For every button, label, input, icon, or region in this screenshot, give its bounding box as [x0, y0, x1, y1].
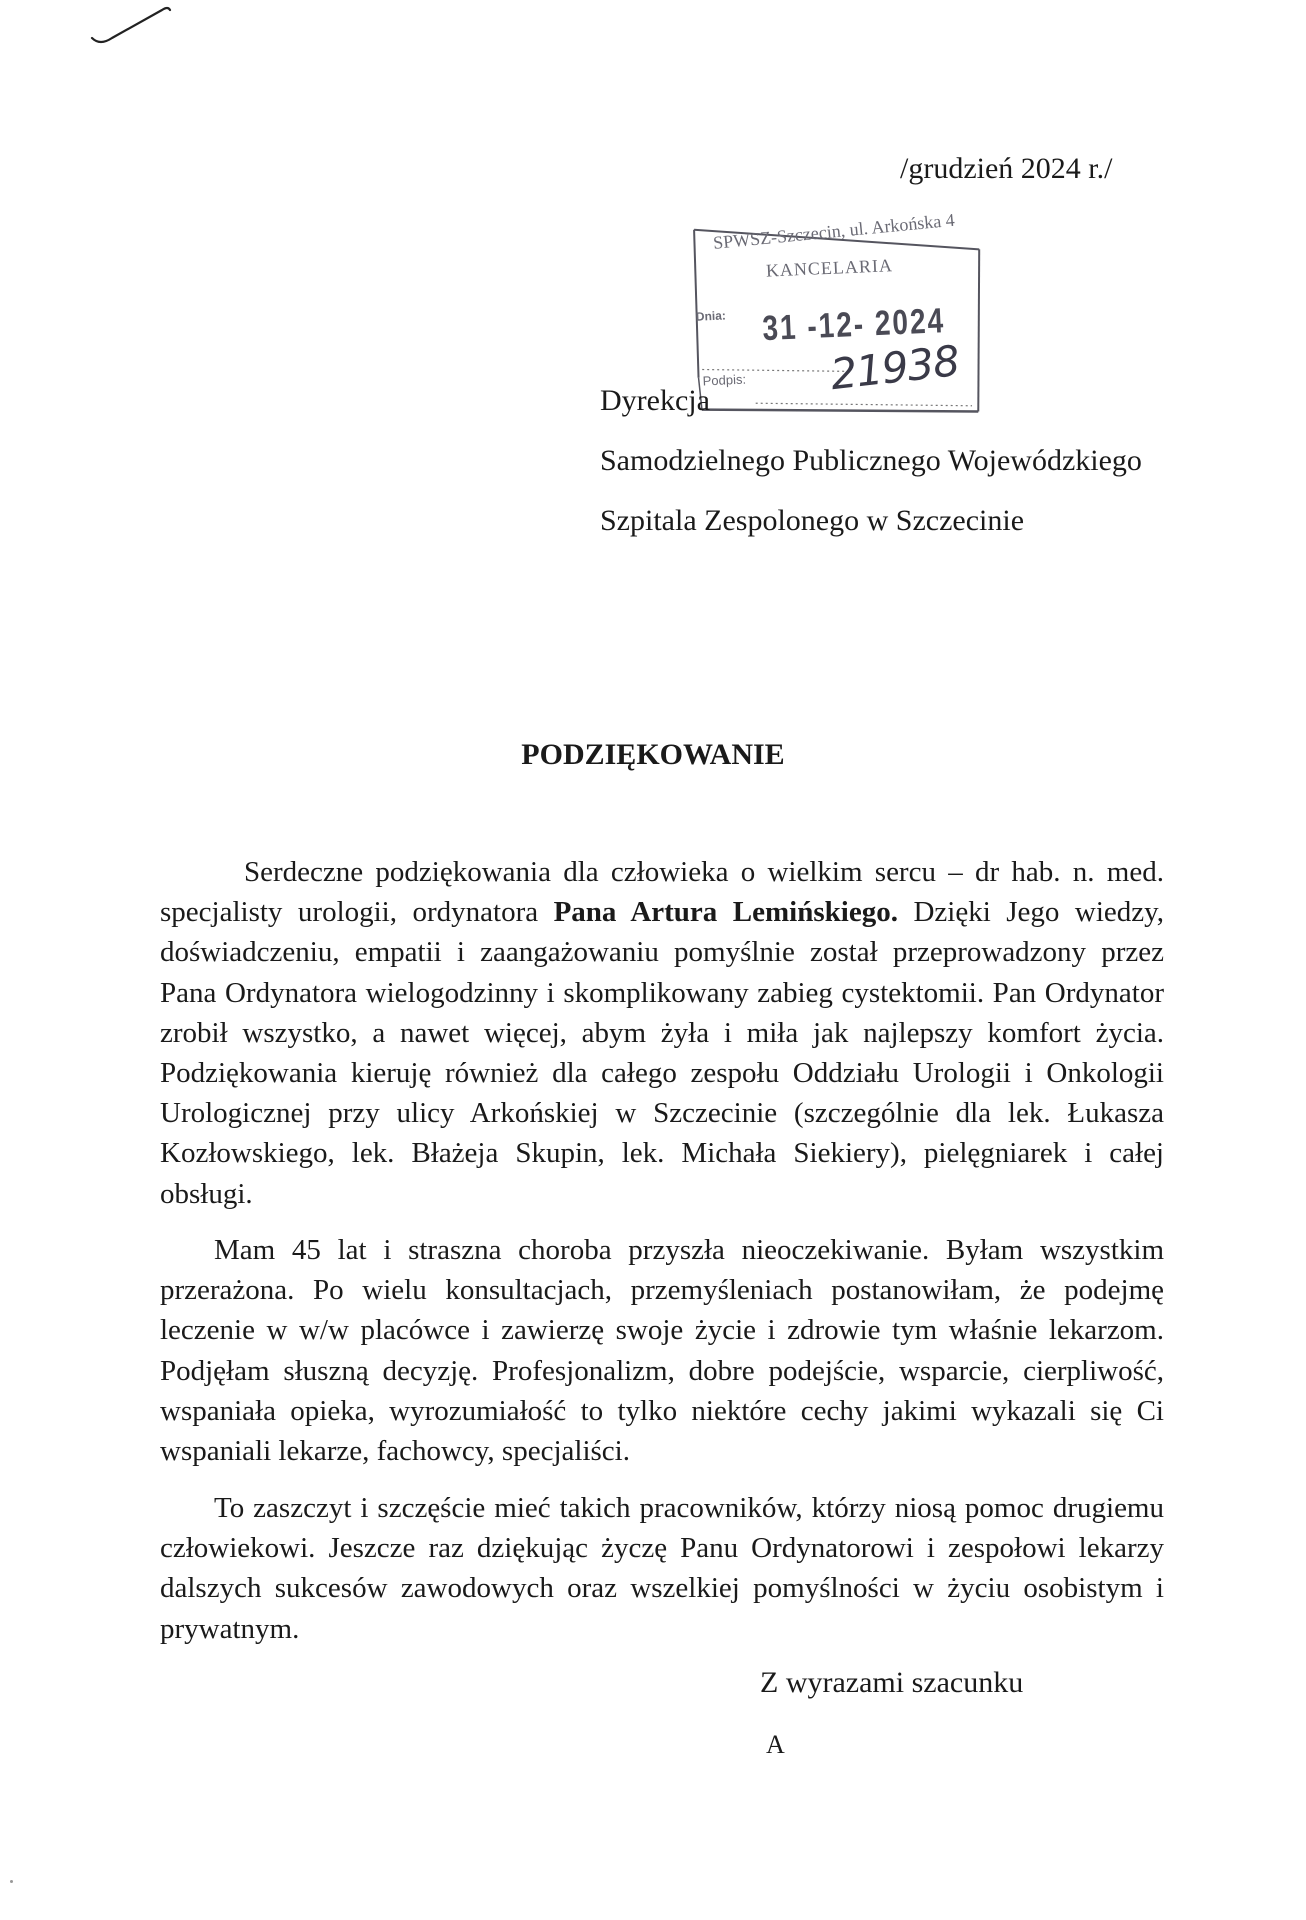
letter-date: /grudzień 2024 r./ [900, 152, 1113, 185]
closing-phrase: Z wyrazami szacunku [760, 1666, 1024, 1699]
paragraph-1-bold-name: Pana Artura Lemińskiego. [553, 896, 898, 929]
addressee-line-3: Szpitala Zespolonego w Szczecinie [600, 504, 1025, 537]
signature: A [766, 1730, 785, 1759]
paragraph-1 [160, 852, 1164, 1214]
addressee-line-1: Dyrekcja [600, 384, 710, 417]
stamp-office: KANCELARIA [765, 255, 894, 281]
addressee-line-2: Samodzielnego Publicznego Wojewódzkiego [600, 444, 1142, 477]
paragraph-1-text-a: Serdeczne podziękowania dla człowieka o wielkim sercu – dr hab. n. med. specjalisty urologii, ordynatora [160, 856, 1164, 929]
stamp-date: 31 -12- 2024 [761, 300, 946, 348]
letter-title: PODZIĘKOWANIE [521, 738, 785, 771]
paragraph-2: Mam 45 lat i straszna choroba przyszła nieoczekiwanie. Byłam wszystkim przerażona. Po wielu konsultacjach, przemyśleniach postanowiłam, że podejmę leczenie w w/w placówce i zawierzę swoje życie i zdrowie tym właśnie lekarzom. Podjęłam słuszną decyzję. Profesjonalizm, dobre podejście, wsparcie, cierpliwość, wspaniała opieka, wyrozumiałość to tylko niektóre cechy jakimi wykazali się Ci wspaniali lekarze, fachowcy, specjaliści. [160, 1234, 1164, 1468]
stamp-registry-number: 21938 [827, 335, 962, 400]
paragraph-3: To zaszczyt i szczęście mieć takich pracowników, którzy niosą pomoc drugiemu człowiekowi. Jeszcze raz dziękując życzę Panu Ordynatorowi i zespołowi lekarzy dalszych sukcesów zawodowych oraz wszelkiej pomyślności w życiu osobistym i prywatnym. [160, 1492, 1164, 1645]
paragraph-1-text-b: Dzięki Jego wiedzy, doświadczeniu, empatii i zaangażowaniu pomyślnie został przeprowadzony przez Pana Ordynatora wielogodzinny i skomplikowany zabieg cystektomii. Pan Ordynator zrobił wszystko, a nawet więcej, abym żyła i miła jak najlepszy komfort życia. Podziękowania kieruję również dla całego zespołu Oddziału Urologii i Onkologii Urologicznej przy ulicy Arkońskiej w Szczecinie (szczególnie dla lek. Łukasza Kozłowskiego, lek. Błażeja Skupin, lek. Michała Siekiery), pielęgniarek i całej obsługi. [160, 896, 1164, 1210]
stamp-address: SPWSZ-Szczecin, ul. Arkońska 4 [712, 209, 956, 253]
scan-speck [10, 1880, 13, 1883]
pen-check-mark [88, 2, 178, 52]
stamp-date-label: Dnia: [695, 308, 727, 324]
stamp-signature-label: Podpis: [702, 371, 747, 389]
registry-stamp [688, 209, 992, 428]
